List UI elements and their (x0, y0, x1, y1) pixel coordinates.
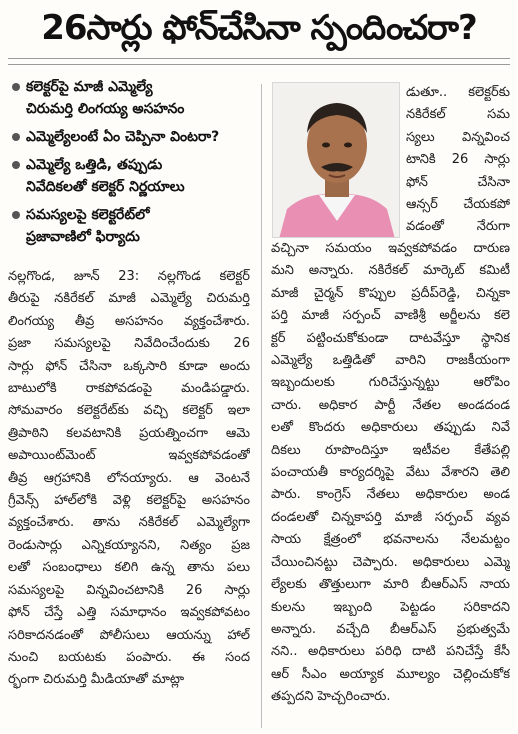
highlight-item (8, 76, 280, 120)
highlights-list (8, 76, 280, 254)
body-text-left-column (8, 266, 250, 692)
body-line: సోమవారం కలెక్టరేట్‌కు వచ్చి కలెక్టర్‌ ఇలా (8, 403, 250, 419)
body-line: ల్యేలకు తొత్తులుగా మారి బీఆర్‌ఎస్‌ నాయ (271, 577, 510, 593)
portrait-photo (272, 82, 400, 238)
body-line: పర్తి మాజీ సర్పంచ్‌ వాణిశ్రీ అర్జీలను కలె (271, 308, 510, 324)
body-line: వ్యక్తంచేశారు. తాను నకిరేకల్‌ ఎమ్మెల్యేగా (8, 515, 250, 531)
highlight-line: చిరుమర్తి లింగయ్య అసహనం (26, 101, 185, 117)
body-line: లింగయ్య తీవ్ర అసహనం వ్యక్తంచేశారు. (8, 313, 250, 329)
body-line: చారు. అధికార పార్టీ నేతల అండదండ (271, 397, 510, 413)
highlight-line: ఎమ్మెల్యే ఒత్తిడి, తప్పుడు (26, 157, 163, 173)
body-line: సమస్యలపై విన్నవించటానికి 26 సార్లు (8, 582, 250, 598)
portrait-illustration (273, 83, 400, 238)
body-line: త్రిపాఠిని కలవటానికి ప్రయత్నించగా ఆమె (8, 425, 250, 441)
body-line: వచ్చినా సమయం ఇవ్వకపోవడం దారుణ (271, 241, 510, 256)
body-line: నల్లగొండ, జూన్‌ 23: నల్లగొండ కలెక్టర్‌ (8, 269, 250, 284)
body-line: వడంతో నేరుగా (406, 219, 510, 235)
highlight-line: ఎమ్మెల్యేలంటే ఏం చెప్పినా వింటరా? (26, 129, 220, 145)
body-line: ఇబ్బందులకు గురిచేస్తున్నట్టు ఆరోపిం (271, 375, 510, 391)
highlight-item (8, 126, 280, 148)
body-text-right-column (271, 238, 510, 709)
body-line: ఫోన్‌ చేస్తే ఎత్తి సమాధానం ఇవ్వకపోవటం (8, 605, 250, 621)
highlight-line: నివేదికలతో కలెక్టర్‌ నిర్ణయాలు (26, 179, 185, 195)
body-line: ఆన్సర్‌ చేయకపో (406, 197, 510, 213)
body-line: అపాయింట్‌మెంట్‌ ఇవ్వకపోవడంతో (8, 448, 250, 464)
body-line: సాయ క్షేత్రంలో భవనాలను నేలమట్టం (271, 532, 510, 548)
body-line: స్యలు విన్నవించ (406, 129, 510, 145)
body-line: లతో కొందరు అధికారులు తప్పుడు నివే (271, 420, 510, 436)
body-line: సరికాదనడంతో పోలీసులు ఆయన్ను హాల్‌ (8, 627, 250, 643)
column-divider (261, 84, 262, 728)
body-line: తప్పదని హెచ్చరించారు. (271, 689, 391, 705)
body-line: నుంచి బయటకు పంపారు. ఈ సంద (8, 649, 250, 665)
body-line: కులను ఇబ్బంది పెట్టడం సరికాదని (271, 599, 510, 615)
headline-rule-top (8, 58, 510, 59)
body-line: నకిరేకల్‌ సమ (406, 107, 510, 123)
body-line: బాటులోకి రాకపోవడంపై మండిపడ్డారు. (8, 381, 250, 397)
body-line: టానికి 26 సార్లు (406, 152, 510, 168)
body-line: ఆర్‌ సీఎం అయ్యాక మూల్యం చెల్లించుకోక (271, 666, 510, 682)
body-line: సార్లు ఫోన్‌ చేసినా ఒక్కసారి కూడా అందు (8, 358, 250, 374)
body-text-beside-photo (406, 82, 510, 239)
body-line: లతో సంబంధాలు కలిగి ఉన్న తాను పలు (8, 560, 250, 576)
body-line: తీరుపై నకిరేకల్‌ మాజీ ఎమ్మెల్యే చిరుమర్తి (8, 291, 250, 307)
highlight-line: ప్రజావాణిలో ఫిర్యాదు (26, 229, 140, 245)
body-line: గ్రీవెన్స్‌ హాల్‌లోకి వెళ్లి కలెక్టర్‌పై అసహనం (8, 493, 250, 509)
body-line: చేయించినట్టు చెప్పారు. అధికారులు ఎమ్మె (271, 554, 510, 570)
body-line: మాజీ చైర్మన్‌ కొప్పుల ప్రదీప్‌రెడ్డి, చిన్నకా (271, 285, 510, 301)
body-line: ఎమ్మెల్యే ఒత్తిడితో వారిని రాజకీయంగా (271, 353, 510, 369)
body-line: అన్నారు. వచ్చేది బీఆర్‌ఎస్‌ ప్రభుత్వమే (271, 621, 510, 637)
highlight-line: కలెక్టర్‌పై మాజీ ఎమ్మెల్యే (26, 79, 153, 95)
headline-rule-bottom (8, 64, 510, 65)
body-line: పంచాయతీ కార్యదర్శిపై వేటు వేశారని తెలి (271, 465, 510, 481)
body-line: ర్భంగా చిరుమర్తి మీడియాతో మాట్లా (8, 672, 185, 688)
body-line: రెండుసార్లు ఎన్నికయ్యానని, నిత్యం ప్రజ (8, 537, 250, 553)
body-line: క్టర్‌ పట్టించుకోకుండా దాటవేస్తూ స్థానిక (271, 330, 510, 346)
body-line: పారు. కాంగ్రెస్‌ నేతలు అధికారుల అండ (271, 487, 510, 503)
highlight-line: సమస్యలపై కలెక్టరేట్‌లో (26, 207, 150, 223)
body-line: ఫోన్‌ చేసినా (406, 174, 510, 190)
body-line: మని అన్నారు. నకిరేకల్‌ మార్కెట్‌ కమిటీ (271, 263, 510, 279)
body-line: నని.. అధికారులు పరిధి దాటి పనిచేస్తే కేసీ (271, 644, 510, 660)
highlight-item (8, 154, 280, 198)
body-line: దండలతో చిన్నకాపర్తి మాజీ సర్పంచ్‌ వ్యవ (271, 509, 510, 525)
body-line: ప్రజా సమస్యలపై నివేదించేందుకు 26 (8, 336, 250, 352)
highlight-item (8, 204, 280, 248)
body-line: డుతూ.. కలెక్టర్‌కు (406, 85, 510, 100)
body-line: తీవ్ర ఆగ్రహానికి లోనయ్యారు. ఆ వెంటనే (8, 470, 250, 486)
body-line: దికలు రూపొందిస్తూ ఇటీవల కేతేపల్లి (271, 442, 510, 458)
headline: 26సార్లు ఫోన్‌చేసినా స్పందించరా? (41, 8, 477, 48)
